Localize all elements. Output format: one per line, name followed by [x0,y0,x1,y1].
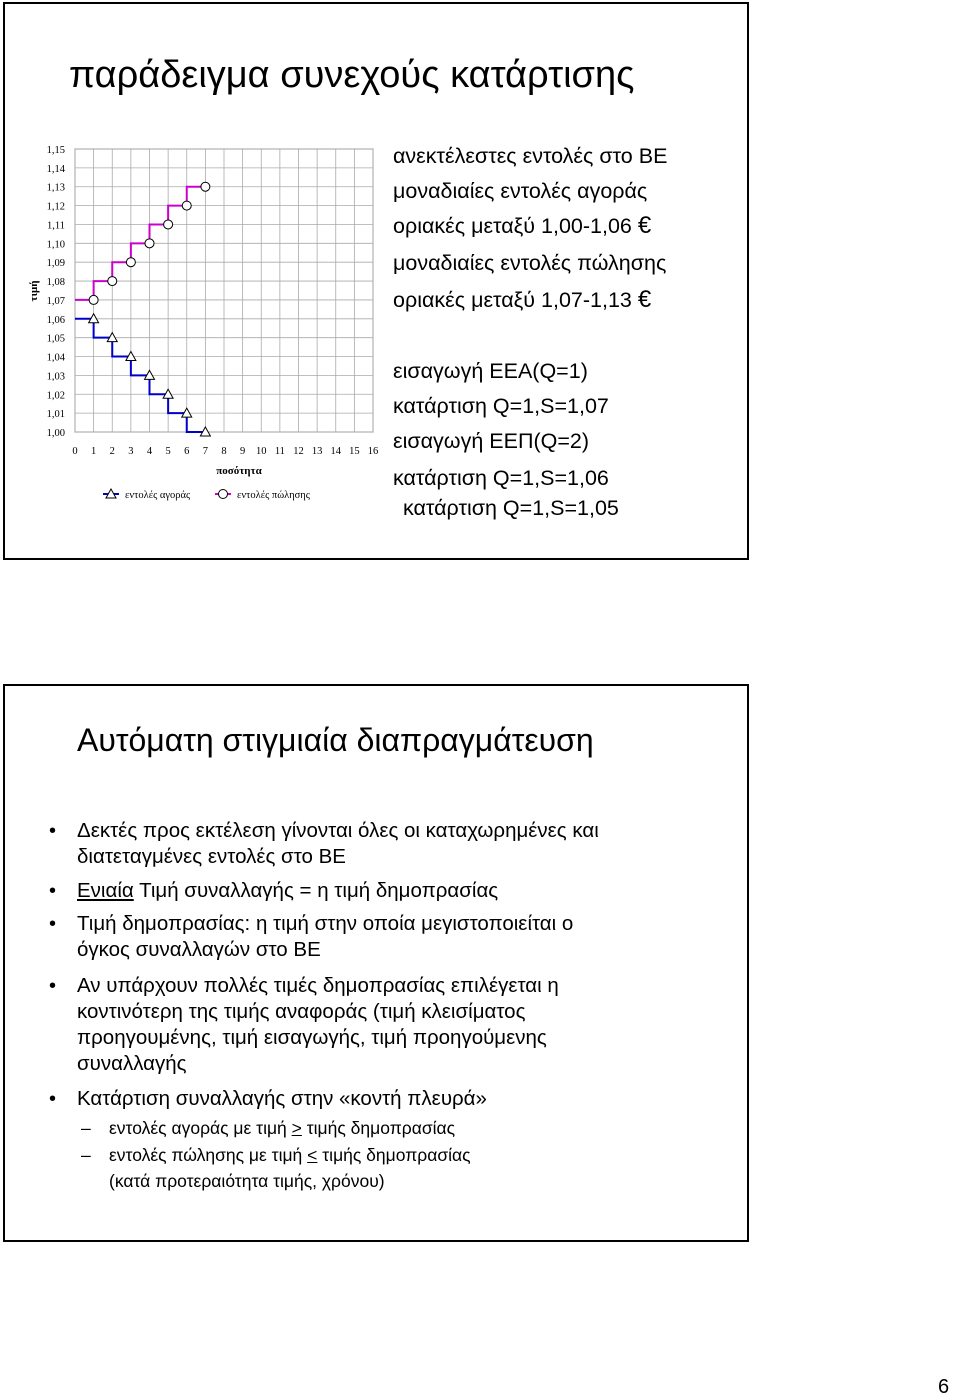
y-tick-label: 1,04 [46,352,65,364]
x-tick-label: 9 [240,446,246,457]
text-line-9: κατάρτιση Q=1,S=1,06 [393,466,609,490]
sell-order-marker [182,201,191,210]
x-tick-label: 10 [256,446,267,457]
y-tick-label: 1,09 [46,258,65,270]
bullet-2: • Ενιαία Τιμή συναλλαγής = η τιμή δημοπρασίας [49,879,499,902]
sell-order-marker [145,239,154,248]
sub-bullet-dash: – [81,1145,91,1165]
x-tick-label: 13 [311,446,323,457]
page-number: 6 [938,1376,950,1398]
sub-bullet-2: – εντολές πώλησης με τιμή < τιμής δημοπρασίας [81,1145,471,1165]
x-tick-label: 12 [293,446,304,457]
x-tick-label: 4 [146,446,153,457]
sell-order-marker [108,277,117,286]
y-tick-label: 1,11 [47,220,65,232]
sell-order-marker [201,182,210,191]
x-axis-label: ποσότητα [216,465,262,477]
legend-sell-marker [219,490,228,499]
bullet-1: • Δεκτές προς εκτέλεση γίνονται όλες οι καταχωρημένες και διατεταγμένες εντολές στο ΒΕ [49,819,599,868]
x-tick-label: 6 [184,446,190,457]
x-tick-label: 11 [274,446,285,457]
y-tick-label: 1,13 [46,182,65,194]
sell-order-marker [89,295,98,304]
x-tick-label: 15 [349,446,360,457]
text-line-5: οριακές μεταξύ 1,07-1,13 € [393,286,652,313]
slide-1 [3,2,749,560]
euro-symbol: € [637,286,652,313]
x-tick-label: 16 [367,446,379,457]
y-tick-label: 1,02 [46,390,65,402]
y-tick-label: 1,12 [46,201,65,213]
y-tick-label: 1,14 [46,163,65,175]
slide-1-title: παράδειγμα συνεχούς κατάρτισης [69,54,635,96]
bullet-dot: • [49,880,57,902]
sub-bullet-3: (κατά προτεραιότητα τιμής, χρόνου) [109,1171,385,1191]
y-tick-label: 1,07 [46,295,65,307]
text-line-3: οριακές μεταξύ 1,00-1,06 € [393,212,652,239]
x-tick-label: 5 [165,446,171,457]
order-book-chart [5,4,405,524]
slide-2-title: Αυτόματη στιγμιαία διαπραγμάτευση [77,722,594,758]
text-line-7: κατάρτιση Q=1,S=1,07 [393,394,609,418]
text-line-2: μοναδιαίες εντολές αγοράς [393,179,648,203]
bullet-5: • Κατάρτιση συναλλαγής στην «κοντή πλευρά» [49,1087,487,1110]
bullet-dot: • [49,820,57,842]
bullet-dot: • [49,975,57,997]
sell-order-marker [164,220,173,229]
text-line-6: εισαγωγή ΕΕΑ(Q=1) [393,359,588,383]
bullet-dot: • [49,913,57,935]
text-line-10: κατάρτιση Q=1,S=1,05 [403,496,619,520]
y-tick-label: 1,06 [46,314,65,326]
text-line-1: ανεκτέλεστες εντολές στο ΒΕ [393,144,668,168]
euro-symbol: € [637,212,652,239]
y-tick-label: 1,08 [46,277,65,289]
bullet-dot: • [49,1088,57,1110]
y-tick-label: 1,01 [46,409,65,421]
text-line-4: μοναδιαίες εντολές πώλησης [393,251,667,275]
x-tick-label: 14 [330,446,341,457]
x-tick-label: 8 [221,446,227,457]
x-tick-label: 0 [72,446,78,457]
legend-buy-label: εντολές αγοράς [125,490,191,501]
text-line-8: εισαγωγή ΕΕΠ(Q=2) [393,429,590,453]
slide-2 [3,684,749,1242]
x-tick-label: 7 [202,446,208,457]
sub-bullet-dash: – [81,1118,91,1138]
y-tick-label: 1,05 [46,333,65,345]
y-axis-label: τιμή [28,280,40,302]
y-tick-label: 1,10 [46,239,65,251]
y-tick-label: 1,15 [46,145,65,156]
sub-bullet-1: – εντολές αγοράς με τιμή > τιμής δημοπρασίας [81,1118,456,1138]
sell-order-marker [126,258,135,267]
y-tick-label: 1,03 [46,371,65,383]
x-tick-label: 2 [109,446,115,457]
x-tick-label: 3 [128,446,134,457]
x-tick-label: 1 [91,446,97,457]
bullet-3: • Τιμή δημοπρασίας: η τιμή στην οποία μεγιστοποιείται ο όγκος συναλλαγών στο ΒΕ [49,912,574,961]
bullet-4: • Αν υπάρχουν πολλές τιμές δημοπρασίας επιλέγεται η κοντινότερη της τιμής αναφοράς (τιμή κλεισίματος προηγουμένης, τιμή εισαγωγής, τιμή προηγούμενης συναλλαγής [49,974,559,1075]
legend-sell-label: εντολές πώλησης [237,490,310,501]
y-tick-label: 1,00 [46,428,65,439]
